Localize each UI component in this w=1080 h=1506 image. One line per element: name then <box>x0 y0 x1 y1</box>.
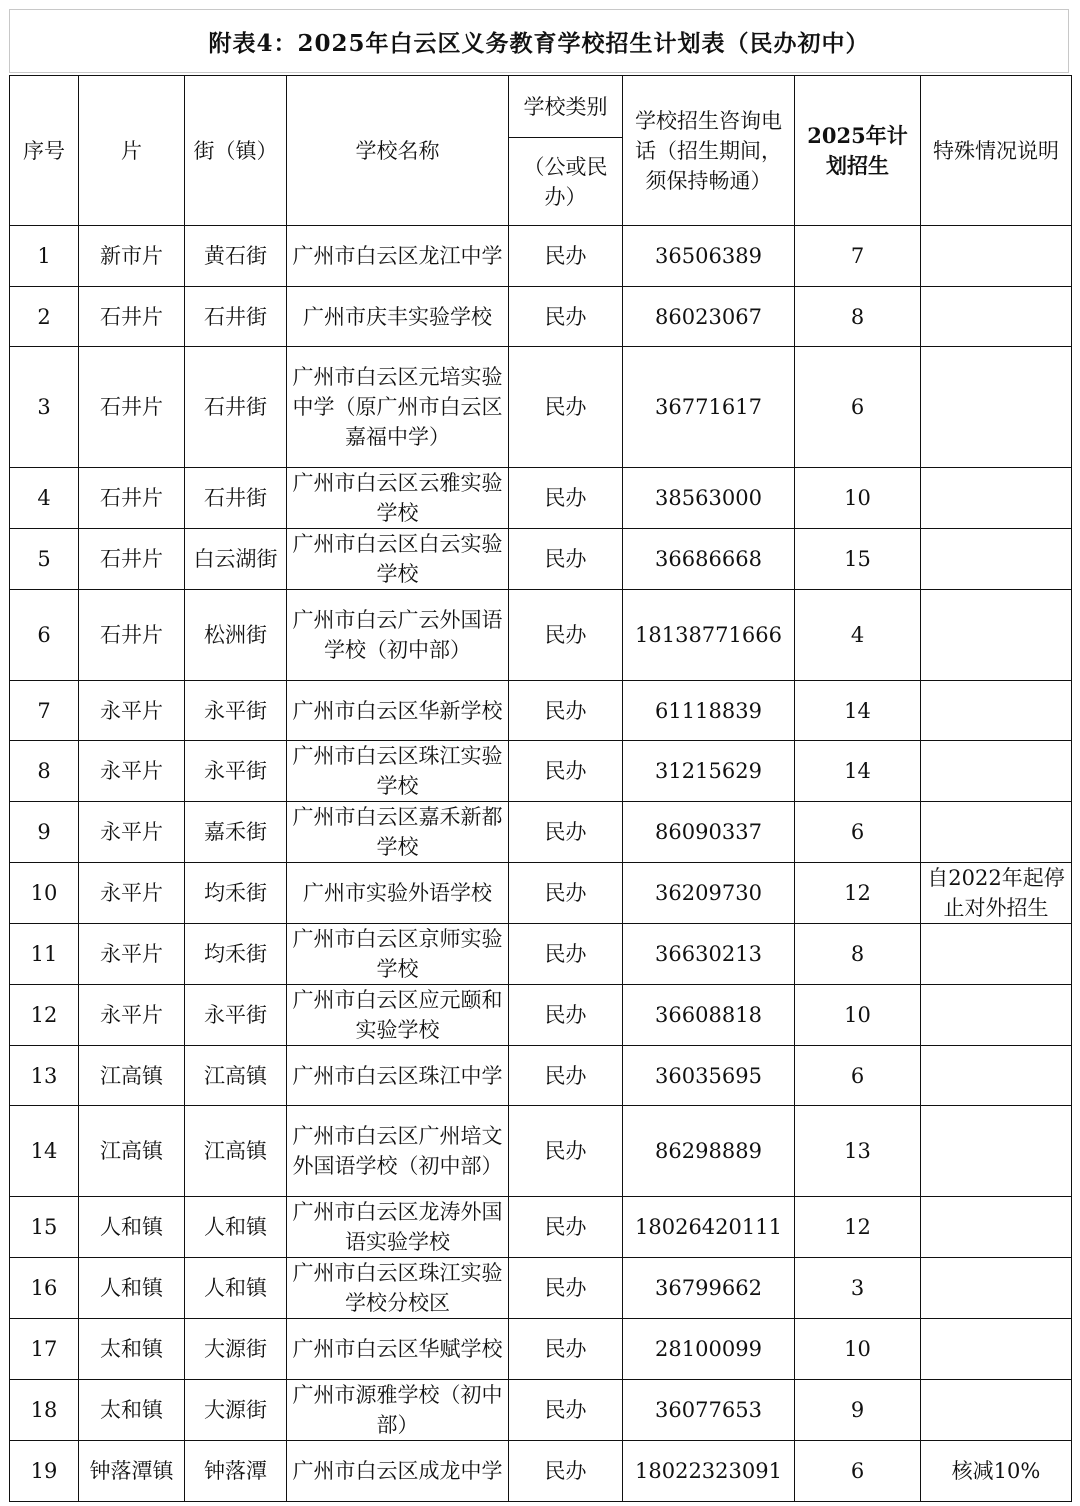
cell-seq: 9 <box>10 802 79 863</box>
cell-street: 永平街 <box>185 681 287 741</box>
cell-remark <box>921 802 1072 863</box>
cell-school-type: 民办 <box>509 1258 623 1319</box>
cell-school-type: 民办 <box>509 1441 623 1502</box>
cell-school-type: 民办 <box>509 226 623 287</box>
cell-phone: 18026420111 <box>623 1197 795 1258</box>
cell-school-type: 民办 <box>509 1046 623 1106</box>
cell-school-name: 广州市白云区元培实验中学（原广州市白云区嘉福中学） <box>287 347 509 468</box>
cell-remark <box>921 468 1072 529</box>
cell-area: 永平片 <box>79 985 185 1046</box>
cell-plan: 14 <box>795 681 921 741</box>
table-row <box>10 287 1072 347</box>
cell-phone: 18138771666 <box>623 590 795 681</box>
cell-school-name: 广州市白云区龙江中学 <box>287 226 509 287</box>
cell-area: 石井片 <box>79 287 185 347</box>
cell-phone: 36506389 <box>623 226 795 287</box>
cell-street: 均禾街 <box>185 863 287 924</box>
cell-remark <box>921 1046 1072 1106</box>
cell-street: 黄石街 <box>185 226 287 287</box>
table-row <box>10 741 1072 802</box>
cell-school-name: 广州市白云区珠江实验学校分校区 <box>287 1258 509 1319</box>
cell-area: 江高镇 <box>79 1046 185 1106</box>
cell-school-type: 民办 <box>509 1380 623 1441</box>
cell-phone: 36077653 <box>623 1380 795 1441</box>
cell-seq: 12 <box>10 985 79 1046</box>
cell-remark <box>921 529 1072 590</box>
cell-plan: 8 <box>795 287 921 347</box>
header-school-name: 学校名称 <box>287 76 509 226</box>
cell-seq: 11 <box>10 924 79 985</box>
cell-school-name: 广州市白云区白云实验学校 <box>287 529 509 590</box>
cell-area: 永平片 <box>79 863 185 924</box>
cell-area: 石井片 <box>79 590 185 681</box>
cell-plan: 3 <box>795 1258 921 1319</box>
cell-school-name: 广州市白云区嘉禾新都学校 <box>287 802 509 863</box>
table-row <box>10 1319 1072 1380</box>
cell-street: 松洲街 <box>185 590 287 681</box>
table-row <box>10 468 1072 529</box>
cell-phone: 36799662 <box>623 1258 795 1319</box>
cell-plan: 6 <box>795 347 921 468</box>
cell-school-type: 民办 <box>509 590 623 681</box>
header-area: 片 <box>79 76 185 226</box>
cell-phone: 36630213 <box>623 924 795 985</box>
cell-phone: 28100099 <box>623 1319 795 1380</box>
cell-seq: 5 <box>10 529 79 590</box>
header-seq: 序号 <box>10 76 79 226</box>
cell-plan: 12 <box>795 1197 921 1258</box>
cell-plan: 12 <box>795 863 921 924</box>
cell-school-name: 广州市白云广云外国语学校（初中部） <box>287 590 509 681</box>
cell-remark: 核减10% <box>921 1441 1072 1502</box>
cell-school-type: 民办 <box>509 741 623 802</box>
cell-plan: 10 <box>795 985 921 1046</box>
cell-street: 江高镇 <box>185 1046 287 1106</box>
table-row <box>10 985 1072 1046</box>
cell-seq: 1 <box>10 226 79 287</box>
cell-plan: 10 <box>795 468 921 529</box>
cell-school-type: 民办 <box>509 924 623 985</box>
cell-area: 石井片 <box>79 347 185 468</box>
cell-phone: 61118839 <box>623 681 795 741</box>
cell-school-name: 广州市源雅学校（初中部） <box>287 1380 509 1441</box>
table-header <box>10 76 1072 226</box>
cell-remark <box>921 741 1072 802</box>
header-school-type-sub: （公或民办） <box>509 138 623 226</box>
cell-seq: 18 <box>10 1380 79 1441</box>
cell-seq: 6 <box>10 590 79 681</box>
table-row <box>10 226 1072 287</box>
cell-area: 永平片 <box>79 741 185 802</box>
cell-plan: 13 <box>795 1106 921 1197</box>
cell-school-type: 民办 <box>509 529 623 590</box>
page-title: 附表4：2025年白云区义务教育学校招生计划表（民办初中） <box>9 9 1069 73</box>
cell-school-name: 广州市白云区京师实验学校 <box>287 924 509 985</box>
table-row <box>10 1258 1072 1319</box>
cell-school-type: 民办 <box>509 863 623 924</box>
cell-phone: 86090337 <box>623 802 795 863</box>
cell-seq: 19 <box>10 1441 79 1502</box>
cell-remark <box>921 985 1072 1046</box>
cell-street: 石井街 <box>185 287 287 347</box>
cell-street: 江高镇 <box>185 1106 287 1197</box>
cell-street: 石井街 <box>185 468 287 529</box>
cell-school-name: 广州市白云区广州培文外国语学校（初中部） <box>287 1106 509 1197</box>
cell-seq: 14 <box>10 1106 79 1197</box>
cell-seq: 10 <box>10 863 79 924</box>
table-row <box>10 1380 1072 1441</box>
cell-school-name: 广州市庆丰实验学校 <box>287 287 509 347</box>
table-row <box>10 863 1072 924</box>
cell-phone: 38563000 <box>623 468 795 529</box>
cell-school-name: 广州市白云区珠江实验学校 <box>287 741 509 802</box>
cell-phone: 36686668 <box>623 529 795 590</box>
cell-area: 石井片 <box>79 529 185 590</box>
cell-phone: 36209730 <box>623 863 795 924</box>
cell-plan: 15 <box>795 529 921 590</box>
cell-street: 大源街 <box>185 1319 287 1380</box>
table-row <box>10 529 1072 590</box>
table-row <box>10 1046 1072 1106</box>
cell-remark <box>921 681 1072 741</box>
cell-seq: 8 <box>10 741 79 802</box>
cell-area: 永平片 <box>79 802 185 863</box>
cell-street: 钟落潭 <box>185 1441 287 1502</box>
cell-remark <box>921 347 1072 468</box>
cell-street: 嘉禾街 <box>185 802 287 863</box>
cell-street: 永平街 <box>185 985 287 1046</box>
header-plan: 2025年计划招生 <box>795 76 921 226</box>
cell-remark <box>921 226 1072 287</box>
cell-seq: 17 <box>10 1319 79 1380</box>
cell-phone: 36608818 <box>623 985 795 1046</box>
cell-seq: 3 <box>10 347 79 468</box>
cell-phone: 18022323091 <box>623 1441 795 1502</box>
cell-school-name: 广州市白云区成龙中学 <box>287 1441 509 1502</box>
cell-school-type: 民办 <box>509 802 623 863</box>
table-row <box>10 1441 1072 1502</box>
cell-phone: 36771617 <box>623 347 795 468</box>
cell-area: 石井片 <box>79 468 185 529</box>
cell-plan: 6 <box>795 802 921 863</box>
cell-remark: 自2022年起停止对外招生 <box>921 863 1072 924</box>
header-school-type: 学校类别 <box>509 76 623 138</box>
cell-street: 人和镇 <box>185 1258 287 1319</box>
cell-plan: 8 <box>795 924 921 985</box>
header-remark: 特殊情况说明 <box>921 76 1072 226</box>
table-row <box>10 802 1072 863</box>
cell-area: 人和镇 <box>79 1258 185 1319</box>
cell-street: 永平街 <box>185 741 287 802</box>
cell-school-name: 广州市实验外语学校 <box>287 863 509 924</box>
cell-school-type: 民办 <box>509 1197 623 1258</box>
cell-school-type: 民办 <box>509 468 623 529</box>
cell-school-type: 民办 <box>509 1319 623 1380</box>
cell-school-type: 民办 <box>509 985 623 1046</box>
cell-area: 新市片 <box>79 226 185 287</box>
cell-school-name: 广州市白云区华新学校 <box>287 681 509 741</box>
cell-phone: 36035695 <box>623 1046 795 1106</box>
header-phone: 学校招生咨询电话（招生期间，须保持畅通） <box>623 76 795 226</box>
cell-remark <box>921 1380 1072 1441</box>
cell-school-name: 广州市白云区龙涛外国语实验学校 <box>287 1197 509 1258</box>
table-body <box>10 226 1072 1502</box>
table-row <box>10 590 1072 681</box>
cell-area: 人和镇 <box>79 1197 185 1258</box>
cell-street: 石井街 <box>185 347 287 468</box>
cell-seq: 16 <box>10 1258 79 1319</box>
cell-street: 白云湖街 <box>185 529 287 590</box>
cell-school-name: 广州市白云区珠江中学 <box>287 1046 509 1106</box>
cell-phone: 86023067 <box>623 287 795 347</box>
cell-phone: 86298889 <box>623 1106 795 1197</box>
cell-school-type: 民办 <box>509 287 623 347</box>
cell-plan: 6 <box>795 1441 921 1502</box>
cell-plan: 7 <box>795 226 921 287</box>
cell-school-type: 民办 <box>509 681 623 741</box>
cell-remark <box>921 1258 1072 1319</box>
table-row <box>10 1106 1072 1197</box>
cell-remark <box>921 1319 1072 1380</box>
cell-seq: 7 <box>10 681 79 741</box>
cell-plan: 10 <box>795 1319 921 1380</box>
cell-plan: 4 <box>795 590 921 681</box>
cell-remark <box>921 287 1072 347</box>
cell-area: 太和镇 <box>79 1319 185 1380</box>
cell-area: 永平片 <box>79 924 185 985</box>
table-row <box>10 1197 1072 1258</box>
cell-seq: 15 <box>10 1197 79 1258</box>
cell-plan: 6 <box>795 1046 921 1106</box>
cell-seq: 2 <box>10 287 79 347</box>
header-street: 街（镇） <box>185 76 287 226</box>
cell-area: 江高镇 <box>79 1106 185 1197</box>
cell-plan: 9 <box>795 1380 921 1441</box>
cell-school-name: 广州市白云区华赋学校 <box>287 1319 509 1380</box>
enrollment-plan-table <box>9 75 1072 1502</box>
cell-plan: 14 <box>795 741 921 802</box>
cell-area: 太和镇 <box>79 1380 185 1441</box>
table-row <box>10 924 1072 985</box>
cell-seq: 13 <box>10 1046 79 1106</box>
cell-remark <box>921 590 1072 681</box>
cell-street: 均禾街 <box>185 924 287 985</box>
cell-remark <box>921 1106 1072 1197</box>
cell-seq: 4 <box>10 468 79 529</box>
table-row <box>10 347 1072 468</box>
cell-school-name: 广州市白云区云雅实验学校 <box>287 468 509 529</box>
cell-remark <box>921 924 1072 985</box>
cell-remark <box>921 1197 1072 1258</box>
cell-area: 钟落潭镇 <box>79 1441 185 1502</box>
cell-phone: 31215629 <box>623 741 795 802</box>
cell-street: 大源街 <box>185 1380 287 1441</box>
cell-school-type: 民办 <box>509 1106 623 1197</box>
cell-school-type: 民办 <box>509 347 623 468</box>
cell-area: 永平片 <box>79 681 185 741</box>
cell-school-name: 广州市白云区应元颐和实验学校 <box>287 985 509 1046</box>
table-row <box>10 681 1072 741</box>
cell-street: 人和镇 <box>185 1197 287 1258</box>
